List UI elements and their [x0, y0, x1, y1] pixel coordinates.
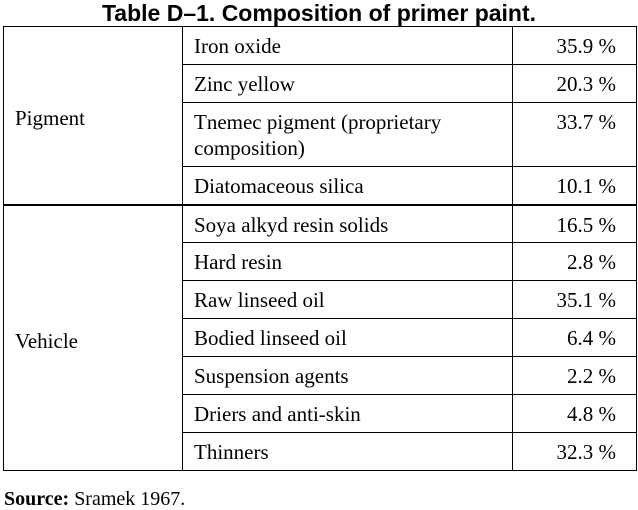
value-cell: 35.9 %: [513, 27, 637, 65]
source-label: Source:: [4, 488, 70, 510]
item-cell: Soya alkyd resin solids: [183, 205, 513, 243]
item-cell: Raw linseed oil: [183, 281, 513, 319]
source-note: [4, 488, 185, 510]
table-row: [4, 27, 637, 65]
item-cell: Thinners: [183, 433, 513, 471]
table-title: Table D–1. Composition of primer paint.: [101, 0, 537, 26]
item-cell: Driers and anti-skin: [183, 395, 513, 433]
item-cell: Suspension agents: [183, 357, 513, 395]
group-label-vehicle: Vehicle: [4, 205, 183, 471]
value-cell: 16.5 %: [513, 205, 637, 243]
source-text: Sramek 1967.: [69, 488, 186, 510]
item-cell: Zinc yellow: [183, 65, 513, 103]
value-cell: 10.1 %: [513, 167, 637, 205]
group-label-pigment: Pigment: [4, 27, 183, 205]
value-cell: 4.8 %: [513, 395, 637, 433]
value-cell: 33.7 %: [513, 103, 637, 167]
value-cell: 32.3 %: [513, 433, 637, 471]
value-cell: 35.1 %: [513, 281, 637, 319]
value-cell: 2.8 %: [513, 243, 637, 281]
item-cell: Tnemec pigment (proprietary composition): [183, 103, 513, 167]
item-cell: Bodied linseed oil: [183, 319, 513, 357]
value-cell: 20.3 %: [513, 65, 637, 103]
item-cell: Iron oxide: [183, 27, 513, 65]
item-cell: Diatomaceous silica: [183, 167, 513, 205]
composition-table: [3, 26, 637, 471]
table-row: [4, 205, 637, 243]
value-cell: 2.2 %: [513, 357, 637, 395]
value-cell: 6.4 %: [513, 319, 637, 357]
item-cell: Hard resin: [183, 243, 513, 281]
